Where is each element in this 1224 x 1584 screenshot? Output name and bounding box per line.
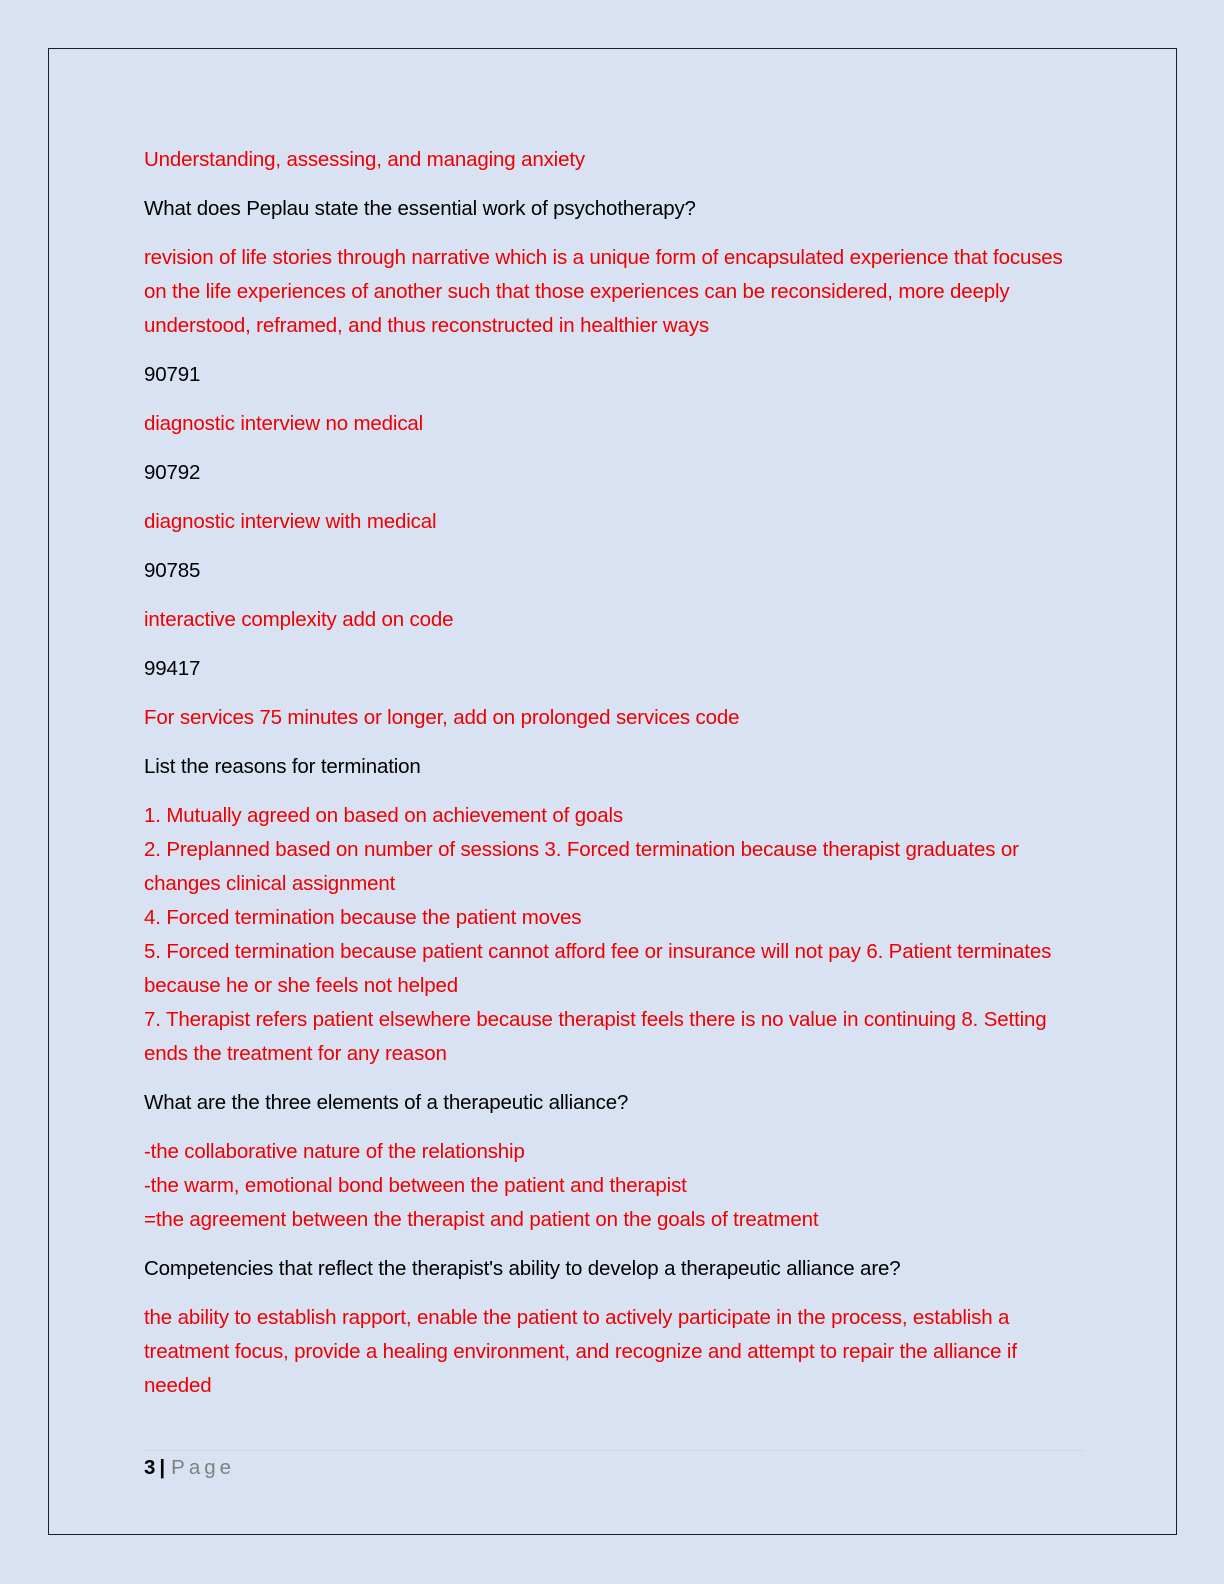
termination-item: 4. Forced termination because the patient moves xyxy=(144,906,582,929)
answer-competencies: the ability to establish rapport, enable the patient to actively participate in the process, establish a treatment focus, provide a healing environment, and recognize and attempt to repair the alliance if needed xyxy=(144,1306,1017,1397)
page-footer xyxy=(144,1450,1084,1483)
termination-item: 5. Forced termination because patient cannot afford fee or insurance will not pay 6. Patient terminates because he or she feels not helped xyxy=(144,940,1052,997)
question-competencies: Competencies that reflect the therapist's ability to develop a therapeutic alliance are? xyxy=(144,1257,901,1280)
answer-termination-list xyxy=(144,799,1080,1071)
page-label: Page xyxy=(171,1456,236,1479)
code-90791: 90791 xyxy=(144,363,201,386)
termination-item: 1. Mutually agreed on based on achievement of goals xyxy=(144,804,623,827)
question-peplau: What does Peplau state the essential work of psychotherapy? xyxy=(144,197,696,220)
answer-99417: For services 75 minutes or longer, add on prolonged services code xyxy=(144,706,740,729)
termination-item: 2. Preplanned based on number of sessions 3. Forced termination because therapist graduates or changes clinical assignment xyxy=(144,838,1019,895)
footer-separator: | xyxy=(159,1456,166,1479)
document-body xyxy=(144,143,1080,1418)
alliance-element-item: =the agreement between the therapist and patient on the goals of treatment xyxy=(144,1208,819,1231)
question-termination: List the reasons for termination xyxy=(144,755,421,778)
answer-anxiety: Understanding, assessing, and managing anxiety xyxy=(144,148,585,171)
answer-90792: diagnostic interview with medical xyxy=(144,510,437,533)
answer-alliance-elements xyxy=(144,1135,1080,1237)
answer-90785: interactive complexity add on code xyxy=(144,608,454,631)
code-90792: 90792 xyxy=(144,461,201,484)
code-99417: 99417 xyxy=(144,657,201,680)
question-alliance-elements: What are the three elements of a therapeutic alliance? xyxy=(144,1091,629,1114)
answer-peplau: revision of life stories through narrative which is a unique form of encapsulated experience that focuses on the life experiences of another such that those experiences can be reconsidered, more deeply understood, reframed, and thus reconstructed in healthier ways xyxy=(144,246,1063,337)
code-90785: 90785 xyxy=(144,559,201,582)
alliance-element-item: -the collaborative nature of the relationship xyxy=(144,1140,525,1163)
page-number: 3 xyxy=(144,1456,156,1479)
alliance-element-item: -the warm, emotional bond between the patient and therapist xyxy=(144,1174,687,1197)
termination-item: 7. Therapist refers patient elsewhere because therapist feels there is no value in continuing 8. Setting ends the treatment for any reason xyxy=(144,1008,1047,1065)
answer-90791: diagnostic interview no medical xyxy=(144,412,424,435)
